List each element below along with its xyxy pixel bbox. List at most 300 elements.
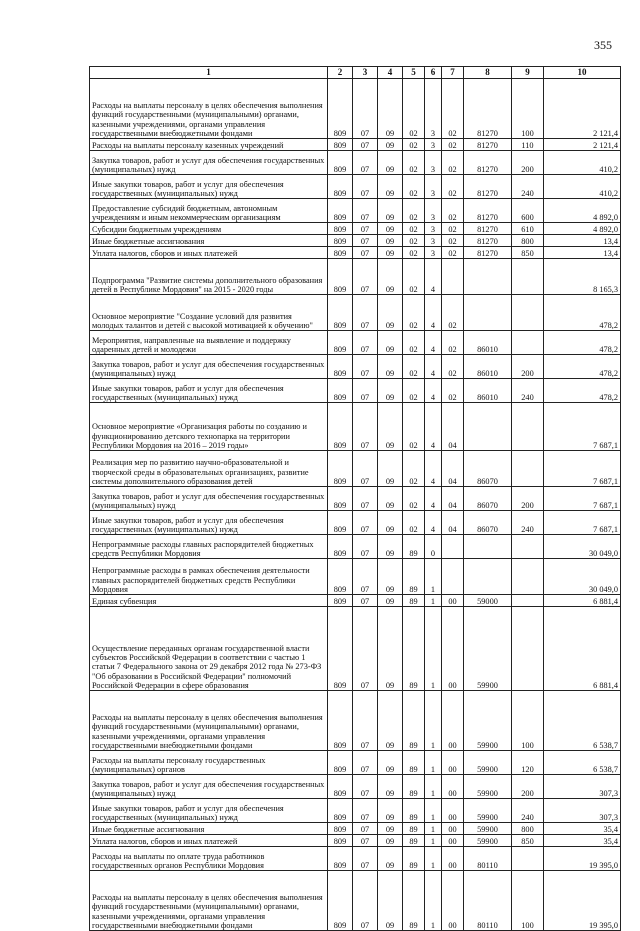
column-header: 2 [328, 67, 353, 79]
row-code-cell: 59900 [464, 607, 512, 691]
row-code-cell: 09 [378, 535, 403, 559]
row-code-cell: 07 [353, 247, 378, 259]
row-code-cell: 809 [328, 799, 353, 823]
row-code-cell: 09 [378, 331, 403, 355]
row-name-cell: Непрограммные расходы главных распорядителей бюджетных средств Республики Мордовия [90, 535, 328, 559]
row-code-cell: 809 [328, 223, 353, 235]
row-code-cell: 02 [403, 235, 425, 247]
row-code-cell: 89 [403, 559, 425, 595]
table-row [90, 331, 621, 355]
row-code-cell: 3 [425, 199, 442, 223]
row-code-cell: 00 [442, 595, 464, 607]
row-name-cell: Основное мероприятие "Создание условий для развития молодых талантов и детей с высокой мотивацией к обучению" [90, 295, 328, 331]
row-code-cell: 89 [403, 799, 425, 823]
row-code-cell: 81270 [464, 175, 512, 199]
row-name-cell: Закупка товаров, работ и услуг для обеспечения государственных (муниципальных) нужд [90, 151, 328, 175]
row-code-cell: 09 [378, 235, 403, 247]
row-code-cell: 02 [403, 247, 425, 259]
table-row [90, 511, 621, 535]
row-code-cell: 86070 [464, 451, 512, 487]
row-code-cell: 809 [328, 511, 353, 535]
row-code-cell: 00 [442, 607, 464, 691]
row-amount-cell: 6 538,7 [544, 691, 621, 751]
row-code-cell: 89 [403, 691, 425, 751]
row-code-cell: 809 [328, 487, 353, 511]
column-header: 8 [464, 67, 512, 79]
row-code-cell [512, 331, 544, 355]
row-code-cell: 1 [425, 847, 442, 871]
row-code-cell [442, 535, 464, 559]
row-code-cell [512, 607, 544, 691]
row-code-cell: 4 [425, 295, 442, 331]
row-name-cell: Расходы на выплаты по оплате труда работников государственных органов Республики Мордовия [90, 847, 328, 871]
row-code-cell: 4 [425, 511, 442, 535]
row-code-cell: 86070 [464, 487, 512, 511]
row-code-cell: 809 [328, 595, 353, 607]
row-amount-cell: 35,4 [544, 823, 621, 835]
row-code-cell: 02 [403, 151, 425, 175]
table-header-row [90, 67, 621, 79]
row-code-cell: 07 [353, 835, 378, 847]
row-code-cell [512, 535, 544, 559]
column-header: 10 [544, 67, 621, 79]
row-code-cell: 600 [512, 199, 544, 223]
row-amount-cell: 478,2 [544, 379, 621, 403]
row-code-cell [442, 559, 464, 595]
row-code-cell: 09 [378, 835, 403, 847]
table-row [90, 607, 621, 691]
table-row [90, 175, 621, 199]
row-code-cell: 07 [353, 355, 378, 379]
row-name-cell: Иные закупки товаров, работ и услуг для обеспечения государственных (муниципальных) нужд [90, 799, 328, 823]
table-row [90, 691, 621, 751]
row-code-cell [512, 595, 544, 607]
row-amount-cell: 2 121,4 [544, 79, 621, 139]
row-code-cell: 07 [353, 751, 378, 775]
row-code-cell: 07 [353, 451, 378, 487]
row-amount-cell: 2 121,4 [544, 139, 621, 151]
row-code-cell: 89 [403, 847, 425, 871]
row-name-cell: Иные бюджетные ассигнования [90, 823, 328, 835]
row-code-cell: 850 [512, 835, 544, 847]
row-code-cell: 02 [403, 355, 425, 379]
row-code-cell: 240 [512, 175, 544, 199]
row-code-cell: 09 [378, 823, 403, 835]
row-code-cell: 07 [353, 559, 378, 595]
column-header: 1 [90, 67, 328, 79]
row-name-cell: Закупка товаров, работ и услуг для обеспечения государственных (муниципальных) нужд [90, 487, 328, 511]
table-row [90, 799, 621, 823]
row-code-cell: 09 [378, 355, 403, 379]
row-code-cell: 09 [378, 295, 403, 331]
table-row [90, 535, 621, 559]
row-code-cell: 07 [353, 691, 378, 751]
table-row [90, 79, 621, 139]
row-code-cell: 02 [403, 223, 425, 235]
row-code-cell: 81270 [464, 247, 512, 259]
table-row [90, 295, 621, 331]
row-code-cell: 09 [378, 607, 403, 691]
row-code-cell: 89 [403, 607, 425, 691]
row-code-cell: 1 [425, 835, 442, 847]
row-code-cell: 1 [425, 751, 442, 775]
row-amount-cell: 478,2 [544, 295, 621, 331]
row-amount-cell: 4 892,0 [544, 199, 621, 223]
row-amount-cell: 6 881,4 [544, 607, 621, 691]
row-name-cell: Закупка товаров, работ и услуг для обеспечения государственных (муниципальных) нужд [90, 775, 328, 799]
row-code-cell: 07 [353, 199, 378, 223]
column-header: 6 [425, 67, 442, 79]
row-code-cell: 809 [328, 379, 353, 403]
row-code-cell: 3 [425, 247, 442, 259]
row-code-cell: 02 [442, 295, 464, 331]
row-code-cell: 59900 [464, 691, 512, 751]
row-code-cell: 00 [442, 751, 464, 775]
table-row [90, 775, 621, 799]
row-name-cell: Расходы на выплаты персоналу в целях обеспечения выполнения функций государственными (муниципальными) органами, казенными учреждениями, органами управления государственными внебюджетными фондами [90, 691, 328, 751]
row-code-cell: 240 [512, 379, 544, 403]
table-row [90, 259, 621, 295]
row-code-cell: 81270 [464, 199, 512, 223]
row-code-cell: 00 [442, 691, 464, 751]
row-code-cell: 4 [425, 451, 442, 487]
row-code-cell: 89 [403, 871, 425, 931]
row-code-cell: 04 [442, 487, 464, 511]
table-body [90, 79, 621, 931]
row-code-cell: 00 [442, 823, 464, 835]
row-code-cell: 02 [403, 139, 425, 151]
row-code-cell: 4 [425, 487, 442, 511]
row-code-cell: 200 [512, 487, 544, 511]
row-code-cell: 3 [425, 151, 442, 175]
row-code-cell: 09 [378, 799, 403, 823]
row-code-cell: 809 [328, 199, 353, 223]
row-amount-cell: 478,2 [544, 331, 621, 355]
row-code-cell: 809 [328, 607, 353, 691]
row-amount-cell: 35,4 [544, 835, 621, 847]
row-code-cell: 07 [353, 823, 378, 835]
row-code-cell: 02 [442, 331, 464, 355]
row-code-cell: 07 [353, 403, 378, 451]
table-row [90, 139, 621, 151]
row-code-cell: 0 [425, 535, 442, 559]
row-name-cell: Подпрограмма "Развитие системы дополнительного образования детей в Республике Мордовия" на 2015 - 2020 годы [90, 259, 328, 295]
row-code-cell: 81270 [464, 79, 512, 139]
row-code-cell: 07 [353, 847, 378, 871]
row-code-cell: 00 [442, 835, 464, 847]
row-code-cell: 07 [353, 871, 378, 931]
page-number: 355 [594, 38, 612, 52]
row-code-cell: 89 [403, 535, 425, 559]
row-name-cell: Реализация мер по развитию научно-образовательной и творческой среды в образовательных организациях, развитие системы дополнительного образования детей [90, 451, 328, 487]
row-code-cell: 1 [425, 595, 442, 607]
budget-table [89, 66, 621, 931]
row-code-cell: 86010 [464, 355, 512, 379]
row-code-cell: 809 [328, 751, 353, 775]
row-code-cell [464, 403, 512, 451]
row-name-cell: Закупка товаров, работ и услуг для обеспечения государственных (муниципальных) нужд [90, 355, 328, 379]
table-row [90, 451, 621, 487]
row-code-cell: 3 [425, 223, 442, 235]
row-code-cell: 07 [353, 595, 378, 607]
row-name-cell: Предоставление субсидий бюджетным, автономным учреждениям и иным некоммерческим организациям [90, 199, 328, 223]
row-name-cell: Иные бюджетные ассигнования [90, 235, 328, 247]
column-header: 3 [353, 67, 378, 79]
row-name-cell: Расходы на выплаты персоналу казенных учреждений [90, 139, 328, 151]
row-code-cell: 09 [378, 691, 403, 751]
row-code-cell: 809 [328, 775, 353, 799]
row-code-cell: 809 [328, 331, 353, 355]
row-code-cell: 809 [328, 247, 353, 259]
row-code-cell: 1 [425, 559, 442, 595]
row-code-cell: 100 [512, 691, 544, 751]
row-amount-cell: 478,2 [544, 355, 621, 379]
row-code-cell [464, 295, 512, 331]
row-code-cell: 59900 [464, 751, 512, 775]
table-row [90, 595, 621, 607]
table-row [90, 379, 621, 403]
row-code-cell: 07 [353, 175, 378, 199]
table-row [90, 151, 621, 175]
row-name-cell: Единая субвенция [90, 595, 328, 607]
table-row [90, 223, 621, 235]
row-code-cell: 809 [328, 559, 353, 595]
row-amount-cell: 19 395,0 [544, 871, 621, 931]
row-code-cell: 4 [425, 379, 442, 403]
row-name-cell: Мероприятия, направленные на выявление и поддержку одаренных детей и молодежи [90, 331, 328, 355]
row-code-cell: 59900 [464, 775, 512, 799]
row-code-cell: 02 [403, 259, 425, 295]
row-code-cell: 02 [403, 199, 425, 223]
row-code-cell: 09 [378, 511, 403, 535]
row-code-cell: 4 [425, 259, 442, 295]
row-amount-cell: 7 687,1 [544, 403, 621, 451]
row-code-cell: 809 [328, 835, 353, 847]
row-code-cell: 09 [378, 379, 403, 403]
row-code-cell: 09 [378, 139, 403, 151]
row-code-cell: 07 [353, 139, 378, 151]
table-row [90, 847, 621, 871]
row-code-cell: 800 [512, 235, 544, 247]
row-code-cell: 09 [378, 223, 403, 235]
row-name-cell: Иные закупки товаров, работ и услуг для обеспечения государственных (муниципальных) нужд [90, 379, 328, 403]
row-code-cell: 4 [425, 331, 442, 355]
table-row [90, 871, 621, 931]
row-code-cell: 02 [403, 451, 425, 487]
table-row [90, 235, 621, 247]
row-code-cell: 80110 [464, 847, 512, 871]
row-code-cell: 4 [425, 403, 442, 451]
row-code-cell: 02 [442, 151, 464, 175]
row-code-cell: 09 [378, 403, 403, 451]
row-amount-cell: 8 165,3 [544, 259, 621, 295]
row-name-cell: Расходы на выплаты персоналу в целях обеспечения выполнения функций государственными (муниципальными) органами, казенными учреждениями, органами управления государственными внебюджетными фондами [90, 871, 328, 931]
row-code-cell: 809 [328, 259, 353, 295]
row-code-cell: 59900 [464, 799, 512, 823]
row-code-cell: 09 [378, 751, 403, 775]
row-code-cell: 89 [403, 595, 425, 607]
row-code-cell: 02 [403, 331, 425, 355]
row-name-cell: Непрограммные расходы в рамках обеспечения деятельности главных распорядителей бюджетных средств Республики Мордовия [90, 559, 328, 595]
table-row [90, 487, 621, 511]
row-code-cell: 02 [403, 511, 425, 535]
row-code-cell: 1 [425, 799, 442, 823]
row-code-cell: 100 [512, 871, 544, 931]
row-name-cell: Уплата налогов, сборов и иных платежей [90, 247, 328, 259]
row-code-cell: 59000 [464, 595, 512, 607]
row-code-cell: 00 [442, 799, 464, 823]
row-code-cell: 07 [353, 379, 378, 403]
row-code-cell: 3 [425, 235, 442, 247]
row-code-cell: 59900 [464, 835, 512, 847]
row-code-cell [512, 403, 544, 451]
row-code-cell: 02 [403, 175, 425, 199]
row-code-cell: 02 [442, 139, 464, 151]
row-code-cell: 02 [403, 379, 425, 403]
row-code-cell: 3 [425, 139, 442, 151]
row-code-cell: 809 [328, 175, 353, 199]
row-code-cell: 07 [353, 511, 378, 535]
row-name-cell: Расходы на выплаты персоналу в целях обеспечения выполнения функций государственными (муниципальными) органами, казенными учреждениями, органами управления государственными внебюджетными фондами [90, 79, 328, 139]
row-code-cell: 07 [353, 331, 378, 355]
row-code-cell: 809 [328, 451, 353, 487]
row-code-cell: 4 [425, 355, 442, 379]
row-code-cell: 02 [442, 379, 464, 403]
row-code-cell: 07 [353, 79, 378, 139]
row-code-cell: 809 [328, 139, 353, 151]
column-header: 4 [378, 67, 403, 79]
row-code-cell: 09 [378, 847, 403, 871]
row-code-cell: 1 [425, 691, 442, 751]
row-amount-cell: 7 687,1 [544, 487, 621, 511]
row-code-cell: 07 [353, 259, 378, 295]
row-code-cell: 809 [328, 79, 353, 139]
row-amount-cell: 30 049,0 [544, 535, 621, 559]
row-code-cell: 850 [512, 247, 544, 259]
row-code-cell: 07 [353, 295, 378, 331]
row-name-cell: Основное мероприятие «Организация работы по созданию и функционированию детского технопарка на территории Республики Мордовия на 2016 – 2019 годы» [90, 403, 328, 451]
row-code-cell: 02 [442, 175, 464, 199]
row-code-cell: 809 [328, 823, 353, 835]
row-code-cell: 89 [403, 751, 425, 775]
row-amount-cell: 19 395,0 [544, 847, 621, 871]
table-row [90, 355, 621, 379]
row-code-cell [512, 847, 544, 871]
row-code-cell: 89 [403, 823, 425, 835]
row-amount-cell: 30 049,0 [544, 559, 621, 595]
row-amount-cell: 6 881,4 [544, 595, 621, 607]
row-amount-cell: 307,3 [544, 799, 621, 823]
row-name-cell: Расходы на выплаты персоналу государственных (муниципальных) органов [90, 751, 328, 775]
row-code-cell: 59900 [464, 823, 512, 835]
row-code-cell: 09 [378, 199, 403, 223]
table-row [90, 559, 621, 595]
row-code-cell: 07 [353, 799, 378, 823]
row-code-cell [442, 259, 464, 295]
row-code-cell: 09 [378, 79, 403, 139]
row-code-cell [464, 559, 512, 595]
row-code-cell: 02 [442, 247, 464, 259]
row-code-cell: 1 [425, 871, 442, 931]
row-amount-cell: 7 687,1 [544, 511, 621, 535]
table-row [90, 247, 621, 259]
row-code-cell: 800 [512, 823, 544, 835]
row-code-cell: 09 [378, 151, 403, 175]
row-code-cell: 809 [328, 691, 353, 751]
row-code-cell: 02 [442, 79, 464, 139]
row-code-cell: 80110 [464, 871, 512, 931]
row-code-cell: 89 [403, 775, 425, 799]
row-code-cell: 09 [378, 559, 403, 595]
row-code-cell: 09 [378, 775, 403, 799]
row-code-cell: 07 [353, 607, 378, 691]
row-name-cell: Иные закупки товаров, работ и услуг для обеспечения государственных (муниципальных) нужд [90, 175, 328, 199]
row-amount-cell: 410,2 [544, 175, 621, 199]
row-code-cell [464, 259, 512, 295]
row-amount-cell: 4 892,0 [544, 223, 621, 235]
column-header: 5 [403, 67, 425, 79]
row-code-cell: 04 [442, 451, 464, 487]
table-row [90, 751, 621, 775]
row-code-cell: 02 [403, 487, 425, 511]
row-amount-cell: 13,4 [544, 235, 621, 247]
row-code-cell: 81270 [464, 223, 512, 235]
row-code-cell: 07 [353, 235, 378, 247]
row-code-cell: 809 [328, 151, 353, 175]
row-code-cell: 00 [442, 847, 464, 871]
row-code-cell: 1 [425, 607, 442, 691]
row-code-cell: 02 [442, 199, 464, 223]
row-code-cell: 81270 [464, 151, 512, 175]
row-code-cell: 02 [442, 355, 464, 379]
row-code-cell: 09 [378, 595, 403, 607]
row-name-cell: Иные закупки товаров, работ и услуг для обеспечения государственных (муниципальных) нужд [90, 511, 328, 535]
row-amount-cell: 6 538,7 [544, 751, 621, 775]
row-code-cell: 86010 [464, 331, 512, 355]
row-code-cell: 07 [353, 775, 378, 799]
row-code-cell: 09 [378, 451, 403, 487]
row-name-cell: Уплата налогов, сборов и иных платежей [90, 835, 328, 847]
row-code-cell: 00 [442, 775, 464, 799]
row-code-cell: 86010 [464, 379, 512, 403]
row-code-cell: 200 [512, 151, 544, 175]
row-code-cell: 07 [353, 487, 378, 511]
row-code-cell [512, 295, 544, 331]
row-code-cell: 09 [378, 487, 403, 511]
row-code-cell [512, 451, 544, 487]
row-code-cell: 200 [512, 355, 544, 379]
row-amount-cell: 307,3 [544, 775, 621, 799]
row-code-cell: 200 [512, 775, 544, 799]
row-code-cell: 02 [403, 403, 425, 451]
row-code-cell: 86070 [464, 511, 512, 535]
row-amount-cell: 410,2 [544, 151, 621, 175]
row-code-cell [512, 559, 544, 595]
row-code-cell: 610 [512, 223, 544, 235]
table-row [90, 835, 621, 847]
row-code-cell: 09 [378, 247, 403, 259]
row-code-cell: 809 [328, 871, 353, 931]
row-code-cell: 02 [403, 79, 425, 139]
row-code-cell: 809 [328, 295, 353, 331]
row-code-cell: 1 [425, 823, 442, 835]
row-amount-cell: 7 687,1 [544, 451, 621, 487]
row-code-cell: 3 [425, 79, 442, 139]
row-code-cell: 07 [353, 535, 378, 559]
row-code-cell: 809 [328, 403, 353, 451]
table-row [90, 403, 621, 451]
column-header: 9 [512, 67, 544, 79]
